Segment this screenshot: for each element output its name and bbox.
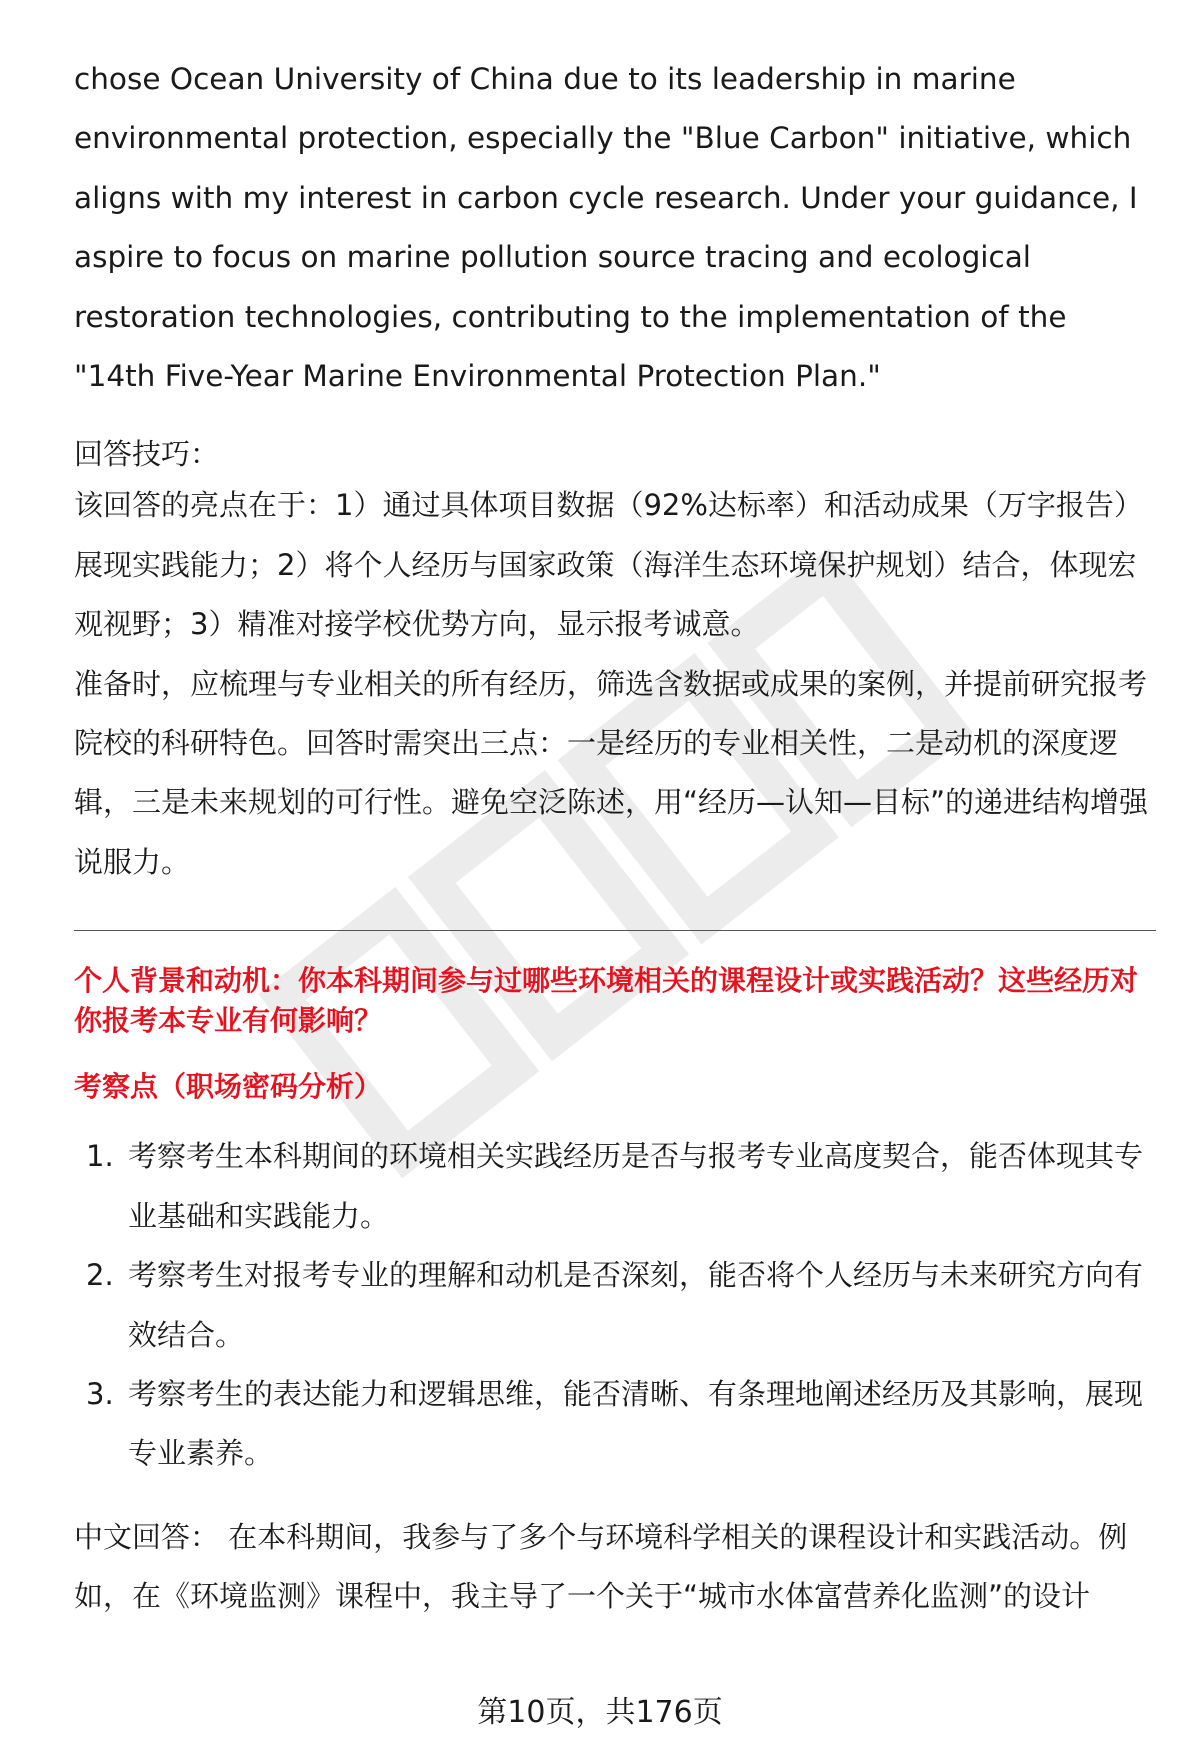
focus-list: [74, 1127, 1156, 1483]
document-page: [74, 50, 1156, 1627]
list-item-text: 考察考生的表达能力和逻辑思维，能否清晰、有条理地阐述经历及其影响，展现专业素养。: [128, 1376, 1144, 1471]
list-item-text: 考察考生对报考专业的理解和动机是否深刻，能否将个人经历与未来研究方向有效结合。: [128, 1258, 1144, 1352]
focus-title: 考察点（职场密码分析）: [74, 1070, 383, 1104]
tips-label: 回答技巧：: [74, 437, 220, 472]
tips-paragraph-1: 该回答的亮点在于：1）通过具体项目数据（92%达标率）和活动成果（万字报告）展现实践能力；2）将个人经历与国家政策（海洋生态环境保护规划）结合，体现宏观视野；3）精准对接学校优势方向，显示报考诚意。: [74, 488, 1143, 642]
answer-paragraph: [74, 1508, 1156, 1627]
list-item-number: 1.: [86, 1139, 114, 1174]
question-heading: 个人背景和动机：你本科期间参与过哪些环境相关的课程设计或实践活动？这些经历对你报考本专业有何影响？: [74, 964, 1139, 1038]
section-divider: [74, 930, 1156, 931]
list-item-text: 考察考生本科期间的环境相关实践经历是否与报考专业高度契合，能否体现其专业基础和实践能力。: [128, 1139, 1144, 1233]
page-number-footer: 第10页，共176页: [477, 1695, 723, 1730]
answer-text: 在本科期间，我参与了多个与环境科学相关的课程设计和实践活动。例如，在《环境监测》课程中，我主导了一个关于“城市水体富营养化监测”的设计: [74, 1519, 1128, 1614]
list-item: [74, 1365, 1156, 1484]
list-item-number: 3.: [86, 1376, 114, 1411]
list-item-number: 2.: [86, 1258, 114, 1293]
tips-paragraph-2: 准备时，应梳理与专业相关的所有经历，筛选含数据或成果的案例，并提前研究报考院校的科研特色。回答时需突出三点：一是经历的专业相关性，二是动机的深度逻辑，三是未来规划的可行性。避免空泛陈述，用“经历—认知—目标”的递进结构增强说服力。: [74, 666, 1149, 879]
answer-label: 中文回答：: [74, 1519, 220, 1554]
list-item: [74, 1127, 1156, 1246]
list-item: [74, 1246, 1156, 1365]
english-paragraph: chose Ocean University of China due to its leadership in marine environmental protection, especially the "Blue Carbon" initiative, which aligns with my interest in carbon cycle research. Under your guidance, I aspire to focus on marine pollution source tracing and ecological restoration technologies, contributing to the implementation of the "14th Five-Year Marine Environmental Protection Plan.": [74, 62, 1138, 394]
